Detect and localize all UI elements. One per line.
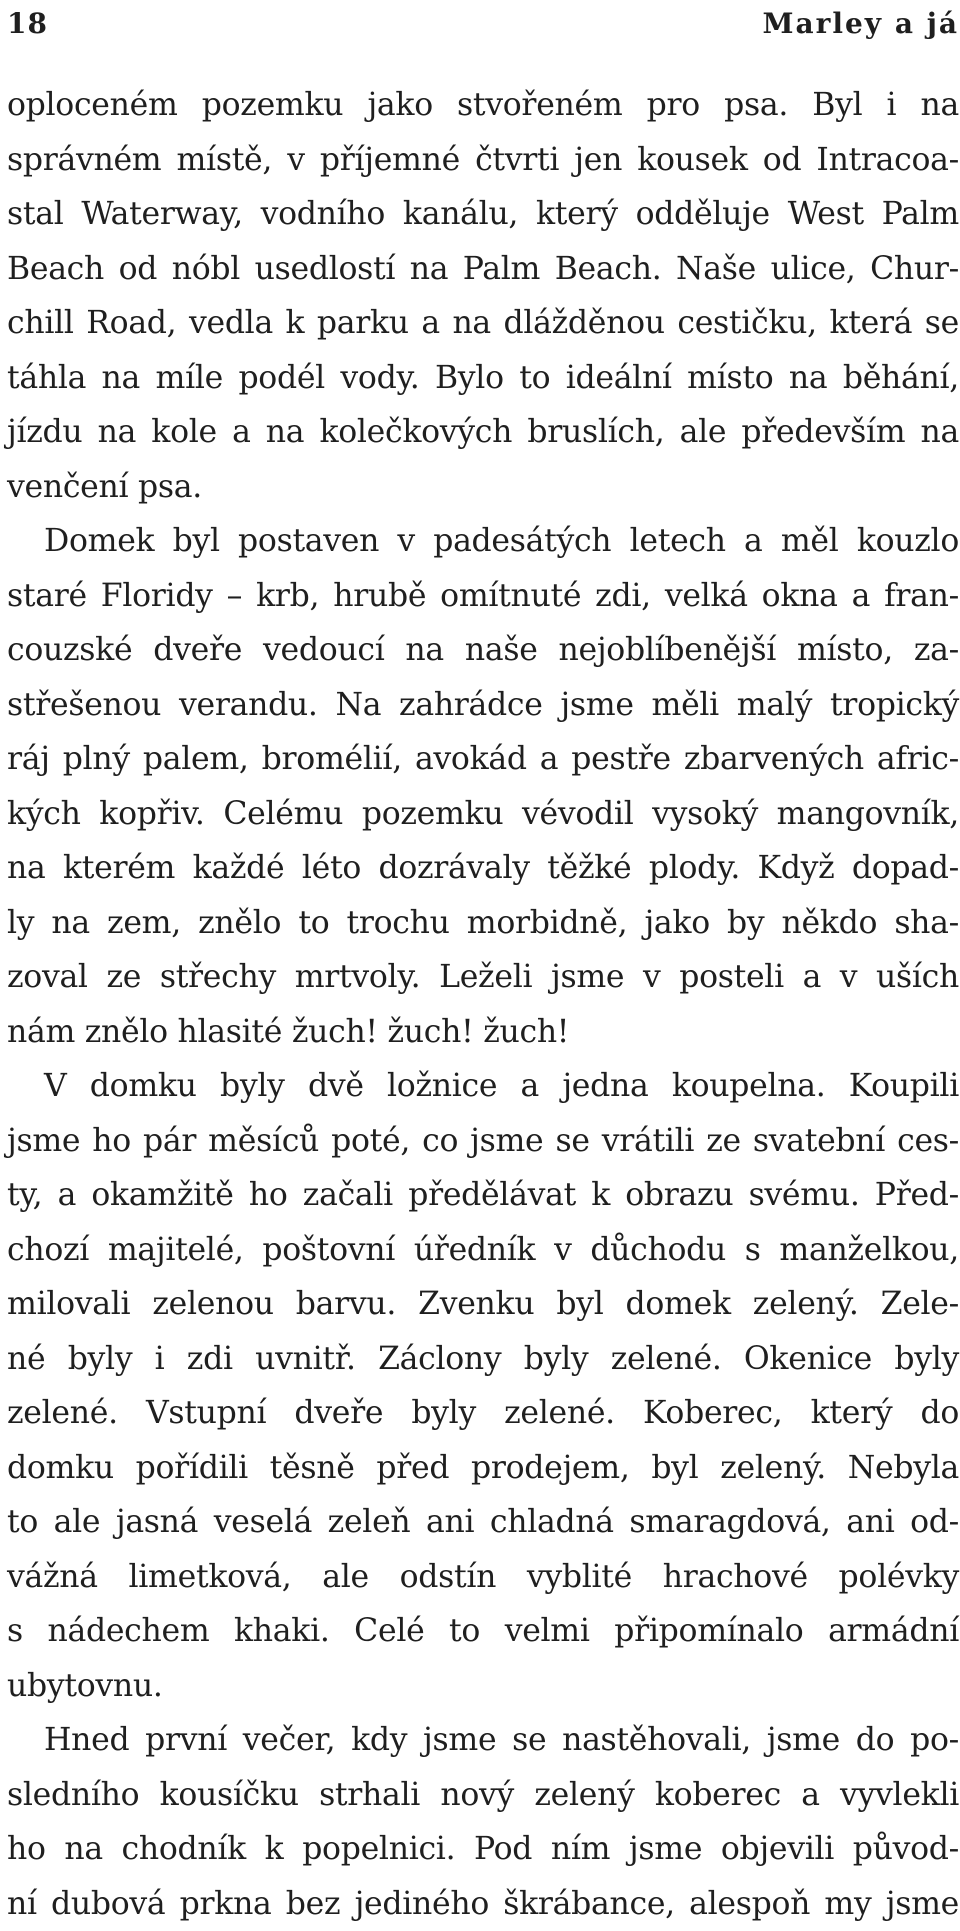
book-title: Marley a já <box>762 4 959 44</box>
text-line: ty, a okamžitě ho začali předělávat k obrazu svému. Před- <box>7 1168 959 1223</box>
text-line: chozí majitelé, poštovní úředník v důchodu s manželkou, <box>7 1223 959 1278</box>
text-line: jízdu na kole a na kolečkových bruslích, ale především na <box>7 405 959 460</box>
text-line: milovali zelenou barvu. Zvenku byl domek zelený. Zele- <box>7 1277 959 1332</box>
text-line: zoval ze střechy mrtvoly. Leželi jsme v posteli a v uších <box>7 950 959 1005</box>
text-line: táhla na míle podél vody. Bylo to ideální místo na běhání, <box>7 351 959 406</box>
text-line: Domek byl postaven v padesátých letech a měl kouzlo <box>7 514 959 569</box>
text-line: s nádechem khaki. Celé to velmi připomínalo armádní <box>7 1604 959 1659</box>
text-line: střešenou verandu. Na zahrádce jsme měli malý tropický <box>7 678 959 733</box>
text-line: sledního kousíčku strhali nový zelený koberec a vyvlekli <box>7 1768 959 1823</box>
text-line: ly na zem, znělo to trochu morbidně, jako by někdo sha- <box>7 896 959 951</box>
text-line: jsme ho pár měsíců poté, co jsme se vrátili ze svatební ces- <box>7 1114 959 1169</box>
text-line: ubytovnu. <box>7 1659 959 1714</box>
text-line: stal Waterway, vodního kanálu, který odděluje West Palm <box>7 187 959 242</box>
text-line: staré Floridy – krb, hrubě omítnuté zdi, velká okna a fran- <box>7 569 959 624</box>
text-line: správném místě, v příjemné čtvrti jen kousek od Intracoa- <box>7 133 959 188</box>
text-line: na kterém každé léto dozrávaly těžké plody. Když dopad- <box>7 841 959 896</box>
text-line: venčení psa. <box>7 460 959 515</box>
page-number: 18 <box>7 4 48 44</box>
text-line: oploceném pozemku jako stvořeném pro psa. Byl i na <box>7 78 959 133</box>
text-line: ráj plný palem, bromélií, avokád a pestře zbarvených afric- <box>7 732 959 787</box>
text-line: ho na chodník k popelnici. Pod ním jsme objevili původ- <box>7 1822 959 1877</box>
text-line: domku pořídili těsně před prodejem, byl zelený. Nebyla <box>7 1441 959 1496</box>
text-line: zelené. Vstupní dveře byly zelené. Koberec, který do <box>7 1386 959 1441</box>
text-line: né byly i zdi uvnitř. Záclony byly zelené. Okenice byly <box>7 1332 959 1387</box>
text-line: to ale jasná veselá zeleň ani chladná smaragdová, ani od- <box>7 1495 959 1550</box>
text-line: Beach od nóbl usedlostí na Palm Beach. Naše ulice, Chur- <box>7 242 959 297</box>
text-line: chill Road, vedla k parku a na dlážděnou cestičku, která se <box>7 296 959 351</box>
text-line: ní dubová prkna bez jediného škrábance, alespoň my jsme <box>7 1877 959 1931</box>
text-line: kých kopřiv. Celému pozemku vévodil vysoký mangovník, <box>7 787 959 842</box>
running-header <box>7 4 959 44</box>
text-line: V domku byly dvě ložnice a jedna koupelna. Koupili <box>7 1059 959 1114</box>
text-line: Hned první večer, kdy jsme se nastěhovali, jsme do po- <box>7 1713 959 1768</box>
body-text <box>7 78 959 1931</box>
text-line: couzské dveře vedoucí na naše nejoblíbenější místo, za- <box>7 623 959 678</box>
text-line: vážná limetková, ale odstín vyblité hrachové polévky <box>7 1550 959 1605</box>
text-line: nám znělo hlasité žuch! žuch! žuch! <box>7 1005 959 1060</box>
